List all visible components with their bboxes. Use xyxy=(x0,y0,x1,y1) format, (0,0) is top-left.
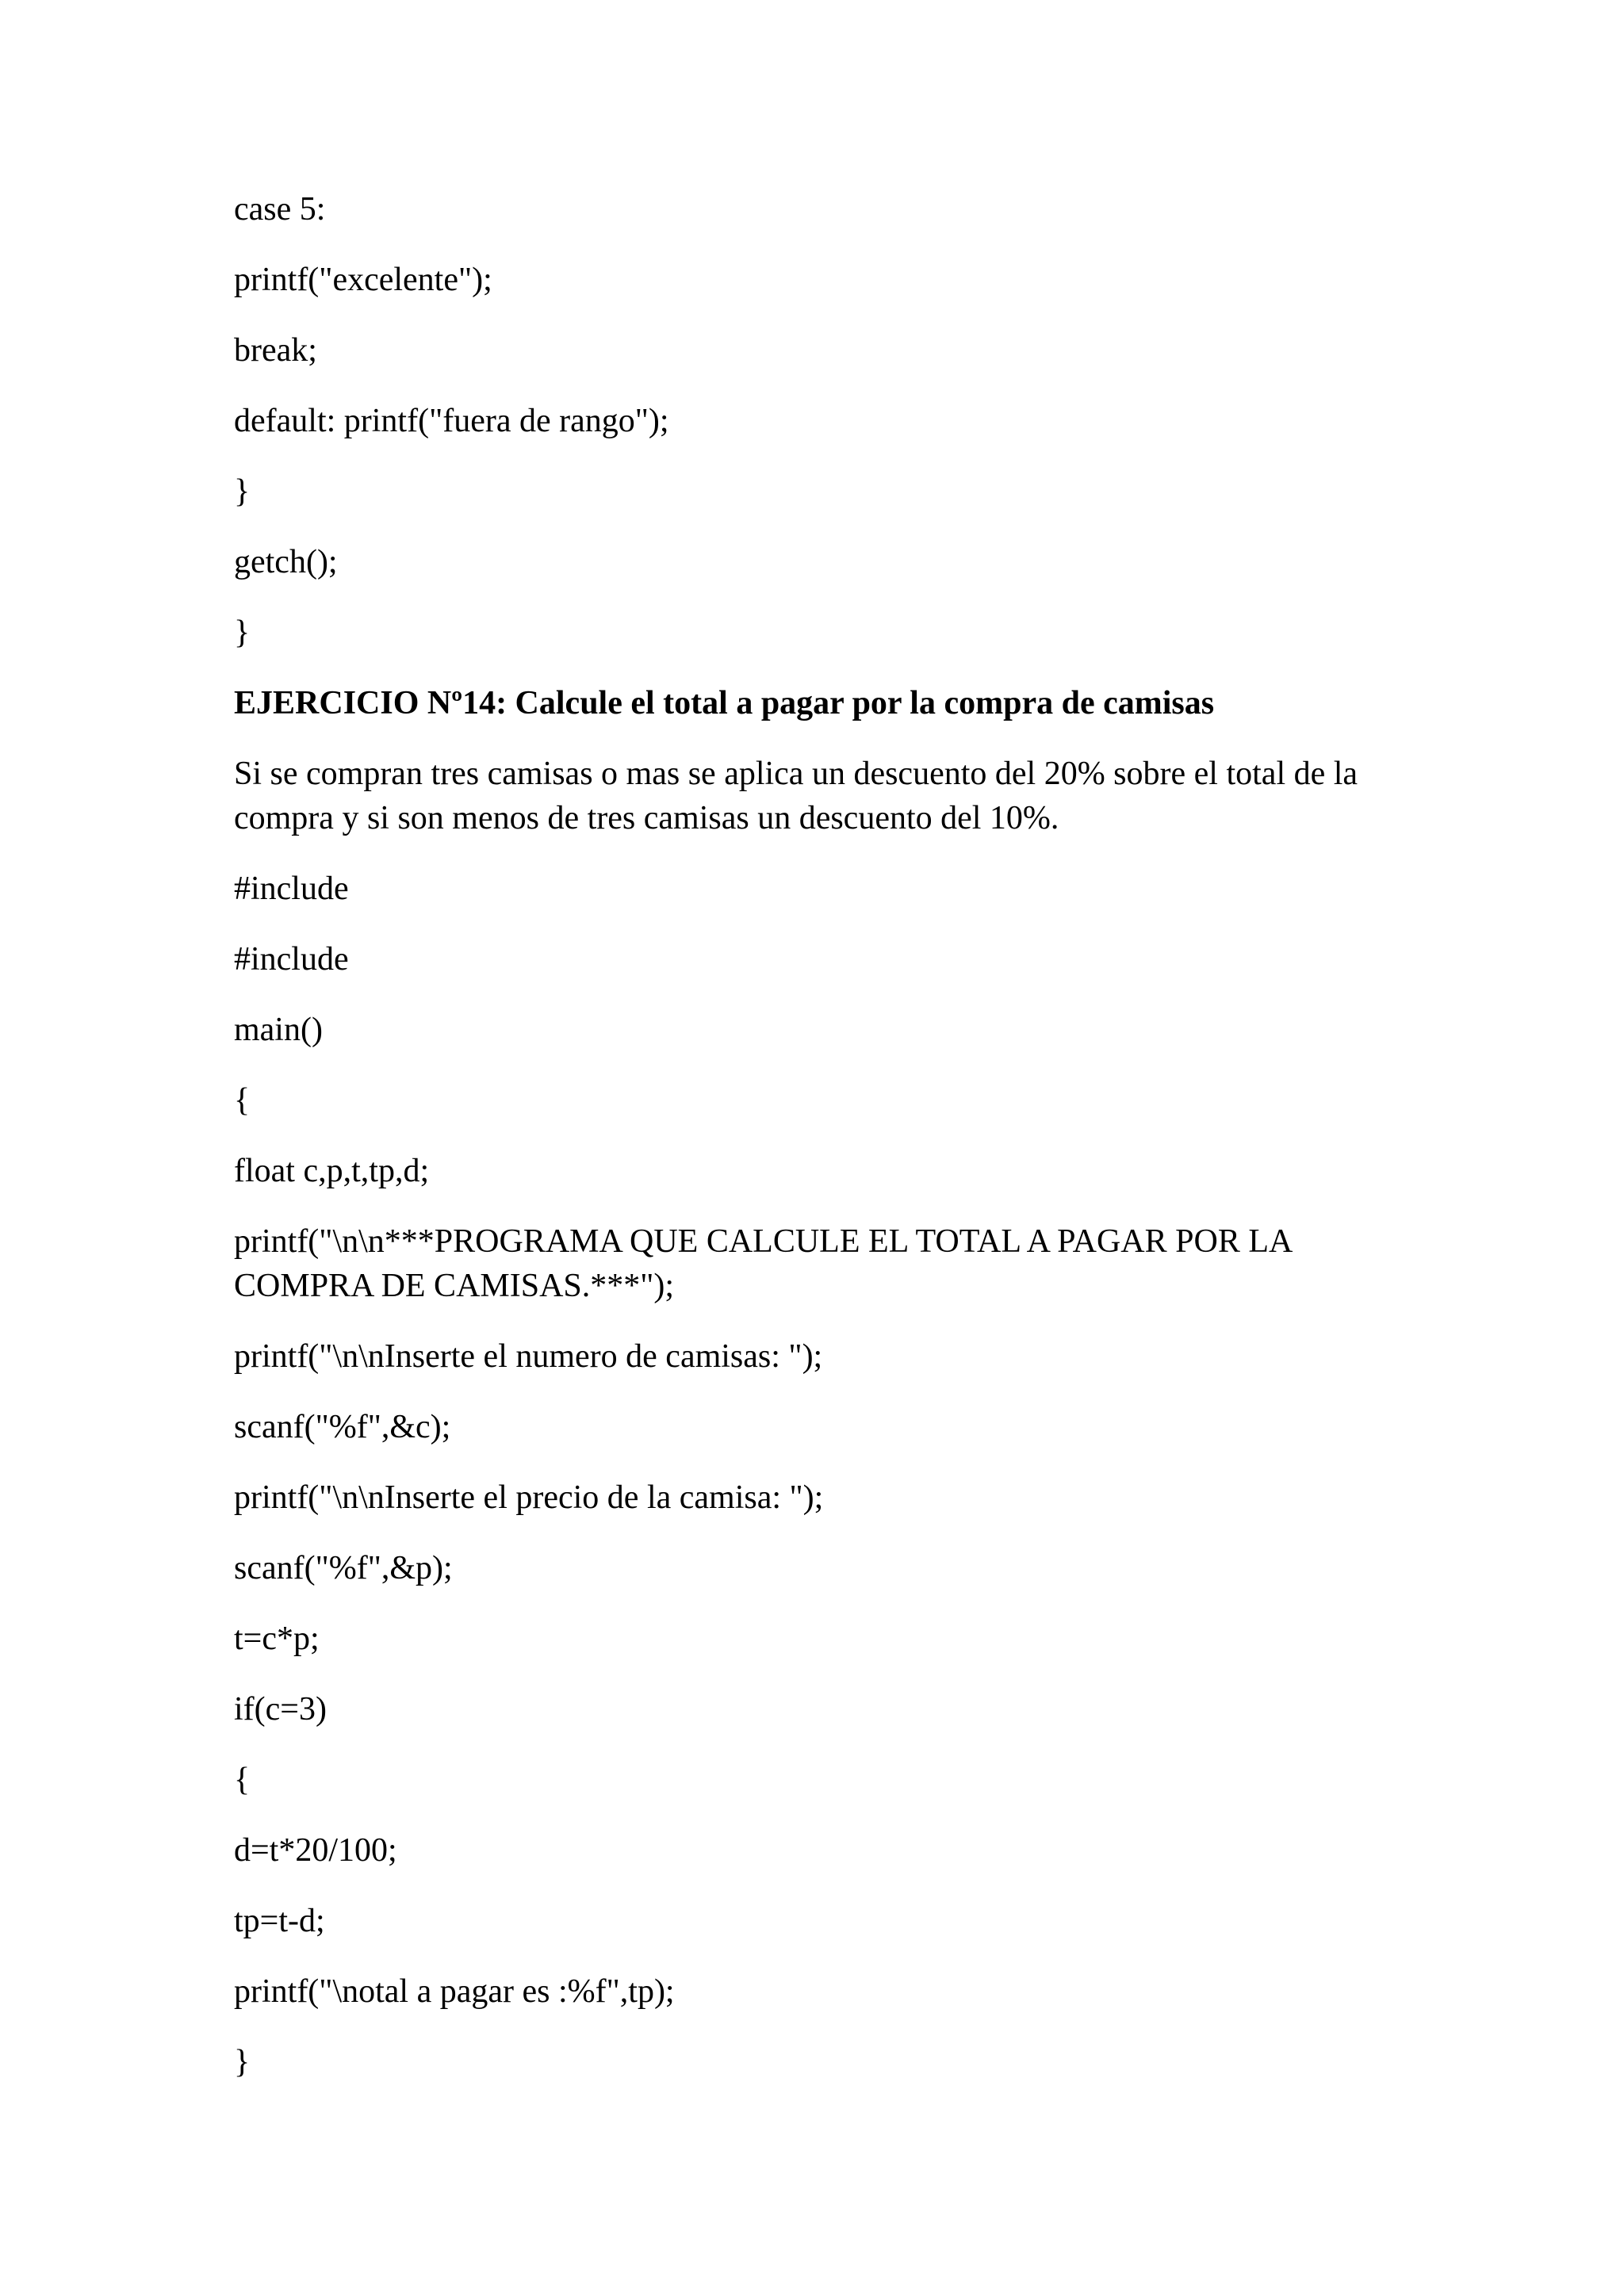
code-line: #include xyxy=(234,871,349,907)
code-line: printf("\n\nInserte el precio de la camisa: "); xyxy=(234,1479,824,1516)
code-line: printf("\notal a pagar es :%f",tp); xyxy=(234,1973,675,2010)
code-line: scanf("%f",&p); xyxy=(234,1550,453,1586)
code-line: case 5: xyxy=(234,191,326,228)
code-line: #include xyxy=(234,941,349,978)
code-line: } xyxy=(234,2044,251,2080)
code-line: } xyxy=(234,473,251,510)
exercise-heading: EJERCICIO Nº14: Calcule el total a pagar por la compra de camisas xyxy=(234,685,1215,721)
code-line: printf("excelente"); xyxy=(234,262,492,298)
code-line: printf("\n\n***PROGRAMA QUE CALCULE EL TOTAL A PAGAR POR LA COMPRA DE CAMISAS.***"); xyxy=(234,1223,1292,1304)
code-line: float c,p,t,tp,d; xyxy=(234,1153,430,1189)
exercise-description: Si se compran tres camisas o mas se aplica un descuento del 20% sobre el total de la compra y si son menos de tres camisas un descuento del 10%. xyxy=(234,756,1358,836)
document-body xyxy=(234,187,1392,2110)
code-line: printf("\n\nInserte el numero de camisas: "); xyxy=(234,1338,823,1375)
code-line: main() xyxy=(234,1012,323,1048)
code-line: if(c=3) xyxy=(234,1691,327,1728)
code-line: { xyxy=(234,1082,251,1119)
code-line: default: printf("fuera de rango"); xyxy=(234,403,669,439)
code-line: tp=t-d; xyxy=(234,1903,325,1939)
code-line: { xyxy=(234,1762,251,1798)
code-line: break; xyxy=(234,332,317,369)
code-line: } xyxy=(234,614,251,651)
code-line: t=c*p; xyxy=(234,1621,320,1657)
code-line: d=t*20/100; xyxy=(234,1832,397,1869)
code-line: scanf("%f",&c); xyxy=(234,1409,451,1445)
code-line: getch(); xyxy=(234,544,338,580)
